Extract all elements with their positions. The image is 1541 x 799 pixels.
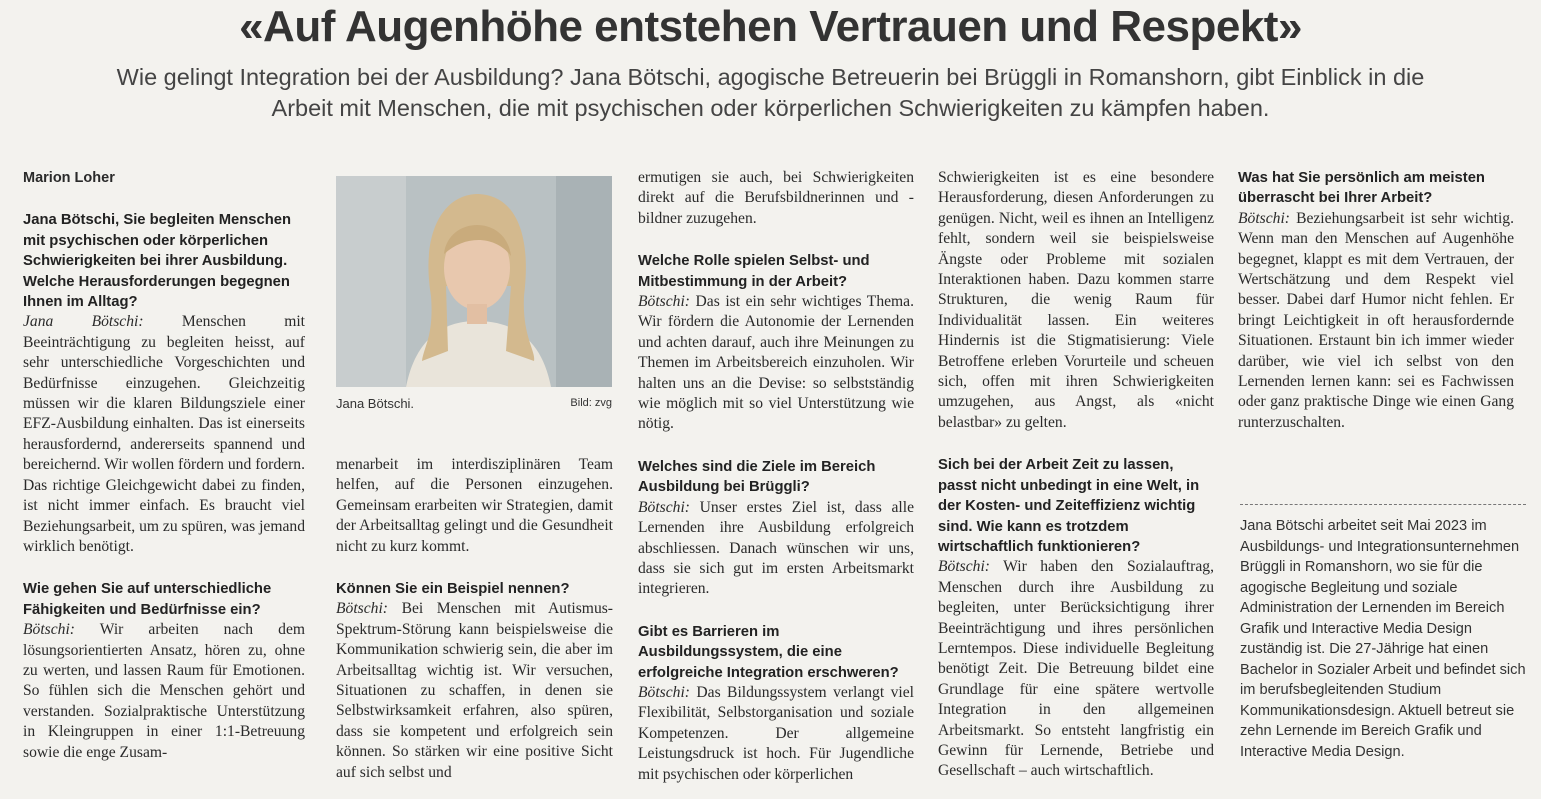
answer-7 [938, 557, 1214, 781]
answer-text: Das ist ein sehr wichtiges Thema. Wir fördern die Autonomie der Lernenden und achten darauf, auch ihre Meinungen zu Themen im Arbeitsbereich einzuholen. Wir halten uns an die Devise: so selbstständig wie möglich mit so viel Unterstützung wie nötig. [638, 293, 914, 433]
headline: «Auf Augenhöhe entstehen Vertrauen und Respekt» [239, 2, 1302, 51]
speaker: Bötschi: [638, 683, 690, 701]
answer-6 [638, 683, 914, 785]
answer-8 [1238, 209, 1514, 433]
answer-4 [638, 292, 914, 435]
answer-6-continued: Schwierigkeiten ist es eine besondere Herausforderung, diesen Anforderungen zu genügen. Nicht, weil es ihnen an Intelligenz fehlt, sondern weil sie beispielsweise Ängste oder Probleme mit sozialen Interaktionen haben. Dazu kommen starre Strukturen, die wenig Raum für Individualität lassen. Ein weiteres Hindernis ist die Stigmatisierung: Viele Betroffene erleben Vorurteile und scheuen sich, offen mit ihren Schwierigkeiten umzugehen, aus Angst, als «nicht belastbar» zu gelten. [938, 169, 1214, 431]
speaker: Bötschi: [1238, 209, 1290, 227]
speaker: Jana Bötschi: [23, 313, 144, 331]
column-3 [638, 168, 914, 785]
column-5 [1238, 168, 1514, 433]
answer-text: Wir haben den Sozialauftrag, Menschen durch ihre Ausbildung zu begleiten, unter Berücksichtigung ihrer Beeinträchtigung und ihres persönlichen Lerntempos. Diese individuelle Begleitung benötigt Zeit. Die Betreuung bildet eine Grundlage für eine spätere wertvolle Integration in den allgemeinen Arbeitsmarkt. So entsteht langfristig ein Gewinn für Lernende, Betriebe und Gesellschaft – auch wirtschaftlich. [938, 558, 1214, 780]
column-4 [938, 168, 1214, 782]
column-1 [23, 168, 305, 763]
caption-text: Jana Bötschi. [336, 396, 415, 411]
lede: Wie gelingt Integration bei der Ausbildung? Jana Bötschi, agogische Betreuerin bei Brüggli in Romanshorn, gibt Einblick in die Arbeit mit Menschen, die mit psychischen oder körperlichen Schwierigkeiten zu kämpfen haben. [116, 64, 1425, 121]
photo-credit: Bild: zvg [570, 397, 612, 409]
speaker: Bötschi: [336, 600, 388, 618]
answer-3 [336, 599, 613, 783]
answer-text: Unser erstes Ziel ist, dass alle Lernenden ihre Ausbildung erfolgreich abschliessen. Danach wünschen wir uns, dass sie sich gut im ersten Arbeitsmarkt integrieren. [638, 498, 914, 598]
question-7: Sich bei der Arbeit Zeit zu lassen, passt nicht unbedingt in eine Welt, in der Kosten- und Zeiteffizienz wichtig sind. Wie kann es trotzdem wirtschaftlich funktionieren? [938, 457, 1200, 555]
column-2 [336, 455, 613, 783]
bio-box: Jana Bötschi arbeitet seit Mai 2023 im Ausbildungs- und Integrationsunternehmen Brüggli in Romanshorn, wo sie für die agogische Begleitung und soziale Administration der Lernenden im Bereich Grafik und Interactive Media Design zuständig ist. Die 27-Jährige hat einen Bachelor in Sozialer Arbeit und befindet sich im berufsbegleitenden Studium Kommunikationsdesign. Aktuell betreut sie zehn Lernende im Bereich Grafik und Interactive Media Design. [1240, 518, 1526, 760]
question-1: Jana Bötschi, Sie begleiten Menschen mit psychischen oder körperlichen Schwierigkeiten bei ihrer Ausbildung. Welche Herausforderungen begegnen Ihnen im Alltag? [23, 212, 292, 311]
speaker: Bötschi: [638, 293, 690, 311]
answer-2-continued: menarbeit im interdisziplinären Team helfen, auf die Personen einzugehen. Gemeinsam erarbeiten wir Strategien, damit der Arbeitsalltag gelingt und die Gesundheit nicht zu kurz kommt. [336, 456, 613, 555]
question-3: Können Sie ein Beispiel nennen? [336, 581, 570, 598]
question-8: Was hat Sie persönlich am meisten überrascht bei Ihrer Arbeit? [1238, 170, 1485, 207]
speaker: Bötschi: [638, 498, 690, 516]
portrait-image [336, 176, 612, 387]
answer-text: Menschen mit Beeinträchtigung zu begleiten heisst, auf sehr unterschiedliche Vorgeschichten und Bedürfnisse einzugehen. Gleichzeitig müssen wir die klaren Bildungsziele einer EFZ-Ausbildung einhalten. Das ist einerseits herausfordernd, andererseits spannend und bereichernd. Wir wollen fördern und fordern. Das richtige Gleichgewicht dabei zu finden, ist nicht immer einfach. Es braucht viel Beziehungsarbeit, um zu spüren, was jemand wirklich benötigt. [23, 313, 305, 555]
answer-1 [23, 312, 305, 557]
portrait-photo [336, 176, 612, 387]
author-byline: Marion Loher [23, 170, 115, 186]
question-4: Welche Rolle spielen Selbst- und Mitbestimmung in der Arbeit? [638, 253, 870, 290]
speaker: Bötschi: [23, 621, 75, 639]
question-6: Gibt es Barrieren im Ausbildungssystem, die eine erfolgreiche Integration erschweren? [638, 623, 899, 681]
speaker: Bötschi: [938, 558, 990, 576]
answer-text: Beziehungsarbeit ist sehr wichtig. Wenn man den Menschen auf Augenhöhe begegnet, klappt es mit dem Vertrauen, der Wertschätzung und dem Respekt viel besser. Dabei darf Humor nicht fehlen. Er bringt Leichtigkeit in oft herausfordernde Situationen. Erstaunt bin ich immer wieder darüber, wie viel ich selbst von den Lernenden lernen kann: sei es Fachwissen oder ganz praktische Dinge wie einen Gang runterzuschalten. [1238, 209, 1514, 431]
question-2: Wie gehen Sie auf unterschiedliche Fähigkeiten und Bedürfnisse ein? [23, 581, 272, 618]
answer-2 [23, 620, 305, 763]
answer-5 [638, 498, 914, 600]
question-5: Welches sind die Ziele im Bereich Ausbildung bei Brüggli? [638, 458, 876, 496]
answer-3-continued: ermutigen sie auch, bei Schwierigkeiten direkt auf die Berufsbildnerinnen und -bildner zuzugehen. [638, 169, 914, 227]
photo-caption [336, 396, 612, 411]
answer-text: Das Bildungssystem verlangt viel Flexibilität, Selbstorganisation und soziale Kompetenzen. Der allgemeine Leistungsdruck ist hoch. Für Jugendliche mit psychischen oder körperlichen [638, 683, 914, 783]
bio-divider [1240, 504, 1526, 505]
answer-text: Bei Menschen mit Autismus-Spektrum-Störung kann beispielsweise die Kommunikation schwierig sein, die aber im Arbeitsalltag wichtig ist. Wir versuchen, Situationen zu schaffen, in denen sie Selbstwirksamkeit erfahren, also spüren, dass sie kompetent und erfolgreich sein können. So stärken wir eine positive Sicht auf sich selbst und [336, 600, 613, 781]
answer-text: Wir arbeiten nach dem lösungsorientierten Ansatz, hören zu, ohne zu werten, und lassen Raum für Emotionen. So fühlen sich die Menschen gehört und verstanden. Sozialpraktische Unterstützung in Kleingruppen in einer 1:1-Betreuung sowie die enge Zusam- [23, 621, 305, 761]
